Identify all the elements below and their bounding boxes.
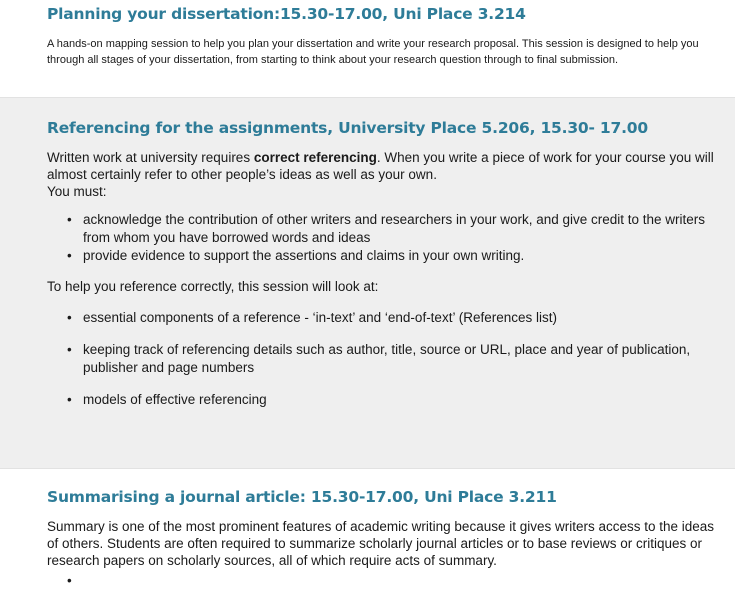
session-planning-dissertation	[0, 0, 735, 97]
bullet: •	[67, 310, 72, 325]
list-item-text: keeping track of referencing details such as author, title, source or URL, place and year of publication, publisher and page numbers	[83, 342, 691, 375]
list-item-text: acknowledge the contribution of other writers and researchers in your work, and give credit to the writers from whom you have borrowed words and ideas	[83, 212, 706, 245]
session-title: Planning your dissertation:15.30-17.00, Uni Place 3.214	[47, 5, 526, 23]
session-description: Summary is one of the most prominent features of academic writing because it gives writers access to the ideas of others. Students are often required to summarize scholarly journal articles or to base reviews or critiques or research papers on scholarly sources, all of which require acts of summary.	[47, 519, 715, 568]
intro-text: Written work at university requires	[47, 150, 254, 165]
session-title: Summarising a journal article: 15.30-17.00, Uni Place 3.211	[47, 488, 557, 506]
must-list	[47, 211, 707, 265]
bullet: •	[67, 248, 72, 263]
list-item	[47, 341, 707, 377]
intro-text-continued: . When you write a piece of work for your course you will almost certainly refer to other people’s ideas as well as your own.	[47, 150, 714, 182]
bullet: •	[67, 212, 72, 227]
list-item	[47, 309, 707, 327]
topics-list	[47, 309, 707, 409]
must-label: You must:	[47, 184, 107, 199]
session-intro	[47, 149, 717, 200]
session-summarising	[0, 469, 735, 587]
list-item-text: models of effective referencing	[83, 392, 267, 407]
bullet: •	[67, 342, 72, 357]
session-referencing	[0, 97, 735, 469]
list-item	[47, 391, 707, 409]
intro-emphasis: correct referencing	[253, 150, 377, 165]
list-item-text: essential components of a reference - ‘in-text’ and ‘end-of-text’ (References list)	[83, 310, 557, 325]
bullet: •	[67, 392, 72, 407]
list-item	[47, 211, 707, 247]
bullet: •	[67, 573, 72, 588]
session-title: Referencing for the assignments, University Place 5.206, 15.30- 17.00	[47, 119, 648, 137]
list-item-text: provide evidence to support the assertions and claims in your own writing.	[83, 248, 525, 263]
session-description: A hands-on mapping session to help you plan your dissertation and write your research proposal. This session is designed to help you through all stages of your dissertation, from starting to think about your research question through to final submission.	[47, 38, 699, 66]
list-item	[47, 247, 707, 265]
session-lead: To help you reference correctly, this session will look at:	[47, 279, 379, 294]
